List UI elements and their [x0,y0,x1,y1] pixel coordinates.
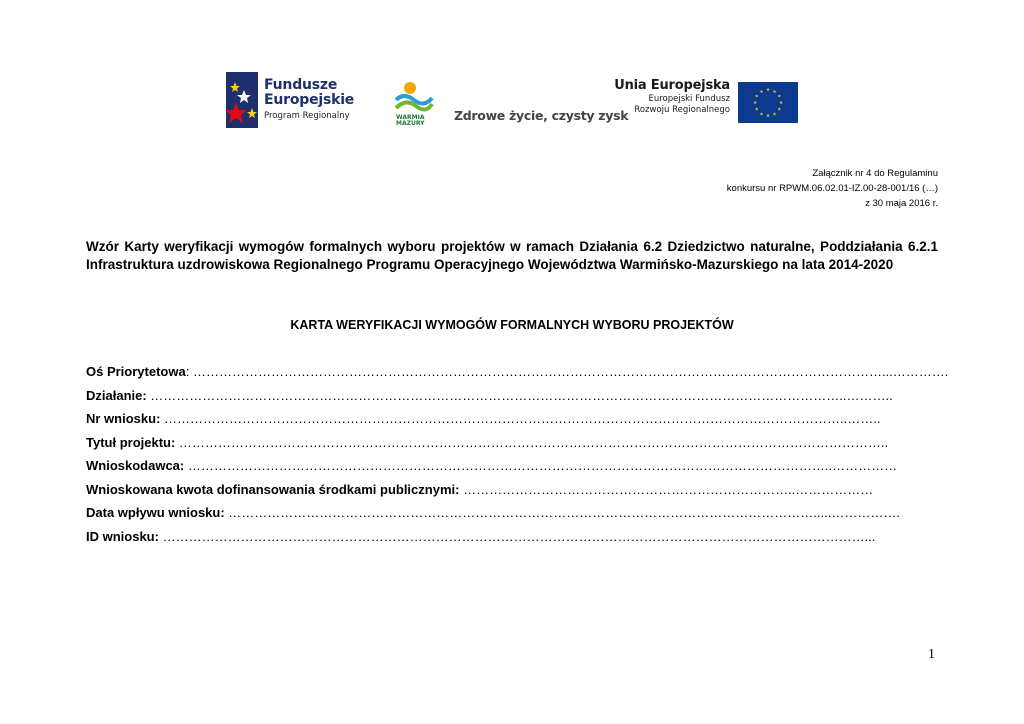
field-dots: ……………………………………………………………………………………………………………………………………………..……….. [146,387,893,403]
eu-star-icon: ★ [772,111,777,117]
eu-star-icon: ★ [777,106,782,112]
svg-text:WARMIA: WARMIA [396,114,425,121]
attachment-line-3: z 30 maja 2016 r. [865,198,938,209]
eu-star-icon: ★ [754,93,759,99]
field-tytul-projektu[interactable] [86,434,938,458]
field-dots: …………………………………………………………………………………………………………………………………..…………… [184,458,898,473]
ue-subtitle-1: Europejski Fundusz [648,94,730,104]
document-title: Wzór Karty weryfikacji wymogów formalnych wyboru projektów w ramach Działania 6.2 Dziedzictwo naturalne, Poddziałania 6.2.1 Infrastruktura uzdrowiskowa Regionalnego Programu Operacyjnego Województwa Warmińsko-Mazurskiego na lata 2014-2020 [86,239,938,272]
eu-star-icon: ★ [759,111,764,117]
fundusze-europejskie-text [264,78,354,122]
ue-subtitle-2: Rozwoju Regionalnego [634,105,730,115]
fe-line-1: Fundusze [264,77,338,93]
field-label: Działanie: [86,387,147,403]
eu-flag-icon [738,82,798,123]
warmia-mazury-mark [394,78,434,126]
fundusze-europejskie-logo [226,72,366,128]
field-separator: : [185,364,190,379]
field-dots: ………………………………………………………………………………………………………………………………………………... [158,528,876,544]
card-title: KARTA WERYFIKACJI WYMOGÓW FORMALNYCH WYBORU PROJEKTÓW [290,318,734,332]
warmia-mazury-tagline: Zdrowe życie, czysty zysk [454,108,629,123]
field-label: Oś Priorytetowa [86,364,186,379]
field-os-priorytetowa[interactable] [86,363,949,387]
field-data-wplywu[interactable] [86,504,938,528]
ue-title: Unia Europejska [614,78,730,93]
field-label: Tytuł projektu: [86,434,176,450]
eu-star-icon: ★ [772,88,777,94]
field-label: ID wniosku: [86,528,159,544]
field-dots: ……………………………………………………………………………………………………………………………………………….. [175,434,889,450]
warmia-mazury-logo [394,78,629,130]
ue-text [614,78,730,116]
field-dots: …………………………………………………………………………………………………………………………………………..…….. [160,411,881,426]
unia-europejska-logo [614,78,802,130]
field-wnioskodawca[interactable] [86,457,938,481]
eu-star-icon: ★ [752,100,758,106]
field-id-wniosku[interactable] [86,528,938,552]
fe-line-2: Europejskie [264,92,355,108]
eu-star-icon: ★ [765,113,771,119]
fe-subtitle: Program Regionalny [264,111,350,121]
field-wnioskowana-kwota[interactable] [86,481,938,505]
attachment-line-2: konkursu nr RPWM.06.02.01-IZ.00-28-001/16 (…) [726,183,938,194]
svg-text:MAZURY: MAZURY [396,120,425,127]
eu-star-icon: ★ [759,88,764,94]
eu-star-icon: ★ [777,93,782,99]
attachment-note [727,166,938,211]
attachment-line-1: Załącznik nr 4 do Regulaminu [812,168,938,179]
field-dots: …………………………………………………………………..……………… [459,481,874,497]
field-label: Wnioskowana kwota dofinansowania środkami publicznymi: [86,481,460,497]
field-nr-wniosku[interactable] [86,410,938,434]
field-label: Wnioskodawca: [86,458,185,473]
page-number: 1 [928,647,935,662]
field-label: Nr wniosku: [86,411,161,426]
field-dots: ……………………………………………………………………………………………………………………………………………...…………. [189,364,949,379]
eu-star-icon: ★ [765,87,771,93]
form-fields [86,363,949,551]
field-dzialanie[interactable] [86,387,938,411]
field-label: Data wpływu wniosku: [86,505,225,520]
eu-star-icon: ★ [754,106,759,112]
field-dots: ……………………………………………………………………………………………………………………….....……………. [224,505,900,520]
logo-bar [0,72,1024,132]
eu-star-icon: ★ [778,100,784,106]
fundusze-europejskie-mark [226,72,258,128]
